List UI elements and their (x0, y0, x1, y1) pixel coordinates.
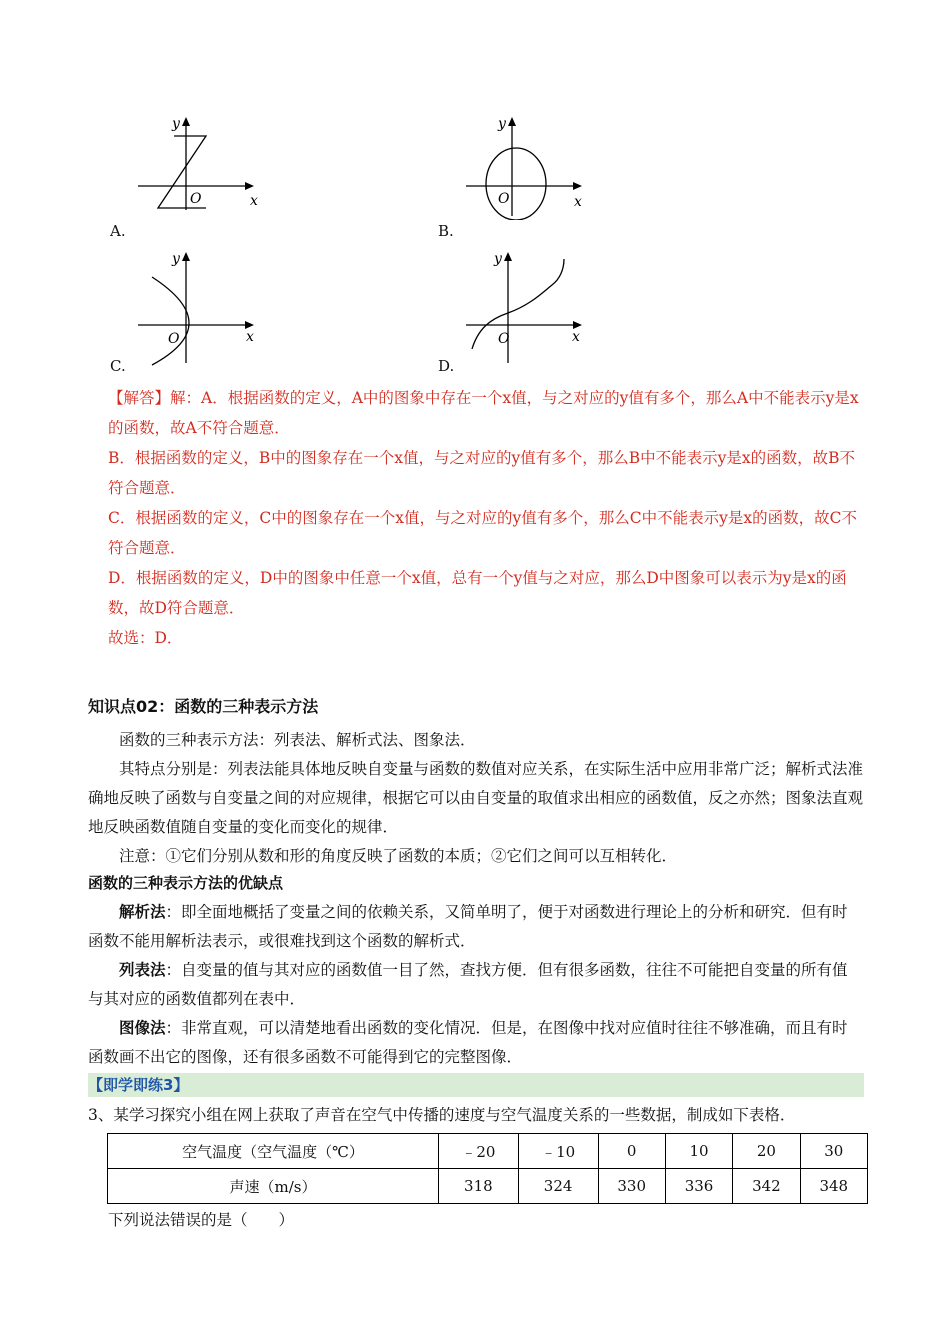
answer-choice: 故选：D． (108, 629, 183, 647)
table-cell: 330 (598, 1169, 665, 1204)
x-label: x (246, 329, 254, 345)
method-name: 解析法 (119, 903, 166, 921)
parabola-curve (152, 277, 189, 365)
y-arrow-icon (504, 252, 512, 261)
y-label: y (172, 251, 180, 267)
paragraph-features: 其特点分别是：列表法能具体地反映自变量与函数的数值对应关系，在实际生活中应用非常广泛；解析式法准确地反映了函数与自变量之间的对应规律，根据它可以由自变量的取值求出相应的函数值，反之亦然；图象法直观地反映函数值随自变量的变化而变化的规律． (88, 760, 864, 836)
method-analytic: 解析法：即全面地概括了变量之间的依赖关系，又简单明了，便于对函数进行理论上的分析和研究．但有时函数不能用解析法表示，或很难找到这个函数的解析式． (88, 903, 848, 950)
table-cell: 336 (665, 1169, 732, 1204)
table-cell: 342 (733, 1169, 800, 1204)
method-table: 列表法：自变量的值与其对应的函数值一目了然，查找方便．但有很多函数，往往不可能把自变量的所有值与其对应的函数值都列在表中． (88, 961, 848, 1008)
circle-curve (486, 148, 546, 220)
option-d-label: D. (438, 357, 455, 375)
figure-d (460, 245, 600, 370)
subsection-title: 函数的三种表示方法的优缺点 (88, 874, 284, 892)
y-label: y (172, 116, 180, 132)
y-label: y (494, 251, 502, 267)
answer-line-b: B．根据函数的定义，B中的图象存在一个x值，与之对应的y值有多个，那么B中不能表示y是x的函数，故B不符合题意． (108, 449, 856, 497)
x-arrow-icon (245, 321, 254, 329)
x-label: x (574, 194, 582, 210)
table-cell: 0 (598, 1134, 665, 1169)
increasing-curve (472, 259, 564, 349)
question-prompt: 下列说法错误的是（ ） (108, 1211, 295, 1229)
paragraph-methods: 函数的三种表示方法：列表法、解析式法、图象法． (119, 731, 476, 749)
table-cell: 10 (665, 1134, 732, 1169)
table-cell: ﹣20 (439, 1134, 519, 1169)
answer-line-c: C．根据函数的定义，C中的图象存在一个x值，与之对应的y值有多个，那么C中不能表示y是x的函数，故C不符合题意． (108, 509, 857, 557)
section-body (88, 726, 863, 871)
table-cell: 348 (800, 1169, 867, 1204)
y-arrow-icon (508, 117, 516, 126)
figure-c (130, 245, 270, 370)
answer-line-d: D．根据函数的定义，D中的图象中任意一个x值，总有一个y值与之对应，那么D中图象可以表示为y是x的函数，故D符合题意． (108, 569, 847, 617)
methods-body (88, 898, 863, 1072)
x-arrow-icon (245, 182, 254, 190)
answer-line-a: 【解答】解：A．根据函数的定义，A中的图象中存在一个x值，与之对应的y值有多个，那么A中不能表示y是x的函数，故A不符合题意． (108, 389, 859, 437)
figure-b (460, 110, 600, 220)
table-row (108, 1169, 868, 1204)
answer-tag: 【解答】 (108, 389, 171, 407)
y-arrow-icon (182, 117, 190, 126)
option-a-label: A. (110, 222, 126, 240)
y-label: y (498, 116, 506, 132)
paragraph-note: 注意：①它们分别从数和形的角度反映了函数的本质；②它们之间可以互相转化． (119, 847, 678, 865)
figure-a (130, 110, 270, 220)
origin-label: O (190, 191, 202, 207)
table-cell: 318 (439, 1169, 519, 1204)
data-table (107, 1133, 868, 1204)
y-arrow-icon (182, 252, 190, 261)
method-graph: 图像法：非常直观，可以清楚地看出函数的变化情况．但是，在图像中找对应值时往往不够准确，而且有时函数画不出它的图像，还有很多函数不可能得到它的完整图像． (88, 1019, 848, 1066)
x-label: x (572, 329, 580, 345)
method-name: 列表法 (119, 961, 166, 979)
origin-label: O (498, 331, 510, 347)
x-label: x (250, 193, 258, 209)
table-row (108, 1134, 868, 1169)
table-row-head: 空气温度（空气温度（℃） (108, 1134, 439, 1169)
section-title: 知识点02：函数的三种表示方法 (88, 697, 319, 716)
answer-block (108, 383, 868, 653)
method-name: 图像法 (119, 1019, 166, 1037)
table-row-head: 声速（m/s） (108, 1169, 439, 1204)
option-b-label: B. (438, 222, 454, 240)
table-cell: 324 (518, 1169, 598, 1204)
x-arrow-icon (573, 321, 582, 329)
practice-header: 【即学即练3】 (88, 1073, 864, 1097)
table-cell: 20 (733, 1134, 800, 1169)
table-cell: 30 (800, 1134, 867, 1169)
option-c-label: C. (110, 357, 126, 375)
question-text: 3、某学习探究小组在网上获取了声音在空气中传播的速度与空气温度关系的一些数据，制成如下表格． (88, 1106, 796, 1124)
x-arrow-icon (573, 182, 582, 190)
origin-label: O (168, 331, 180, 347)
origin-label: O (498, 191, 510, 207)
table-cell: ﹣10 (518, 1134, 598, 1169)
